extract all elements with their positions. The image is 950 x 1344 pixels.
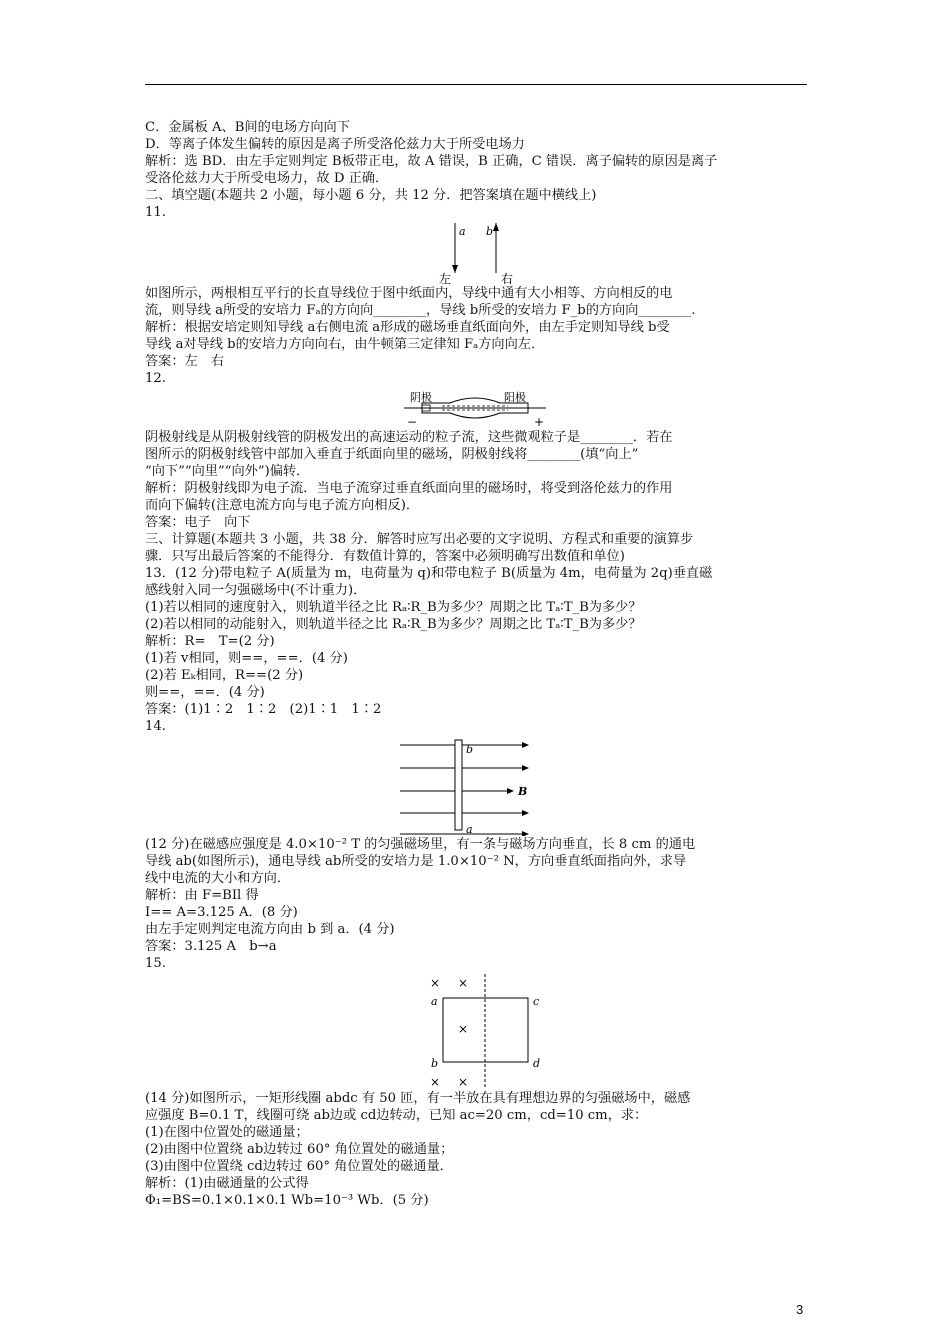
page-number: 3 bbox=[796, 1302, 804, 1317]
question-text: 线中电流的大小和方向． bbox=[145, 871, 291, 886]
question-text: 感线射入同一匀强磁场中(不计重力)． bbox=[145, 583, 367, 598]
question-text: 13．(12 分)带电粒子 A(质量为 m，电荷量为 q)和带电粒子 B(质量为 4m，电荷量为 2q)垂直磁 bbox=[145, 566, 713, 581]
question-text: 流，则导线 a所受的安培力 Fₐ的方向向________，导线 b所受的安培力 F_b的方向向________. bbox=[145, 303, 696, 318]
analysis-line: 受洛伦兹力大于所受电场力，故 D 正确． bbox=[145, 171, 389, 186]
question-text: (3)由图中位置绕 cd边转过 60° 角位置处的磁通量． bbox=[145, 1159, 453, 1174]
analysis-line: 导线 a对导线 b的安培力方向向右，由牛顿第三定律知 Fₐ方向向左． bbox=[145, 337, 545, 352]
label-cathode: 阴极 bbox=[410, 391, 432, 404]
label-b: b bbox=[431, 1057, 439, 1070]
label-a: a bbox=[459, 225, 466, 238]
analysis-line: 解析：(1)由磁通量的公式得 bbox=[145, 1176, 309, 1191]
section-heading: 二、填空题(本题共 2 小题，每小题 6 分，共 12 分．把答案填在题中横线上) bbox=[145, 188, 597, 203]
analysis-line: (2)若 Eₖ相同，R==(2 分) bbox=[145, 668, 304, 683]
label-minus: − bbox=[407, 415, 418, 429]
cross-mark: × bbox=[458, 1022, 469, 1036]
parallel-wires-diagram bbox=[425, 221, 545, 285]
label-c: c bbox=[533, 995, 540, 1008]
label-d: d bbox=[533, 1057, 541, 1070]
label-field-B: B bbox=[518, 785, 528, 798]
section-heading: 三、计算题(本题共 3 小题，共 38 分．解答时应写出必要的文字说明、方程式和重要的演算步 bbox=[145, 532, 694, 547]
cross-mark: × bbox=[430, 1075, 441, 1089]
question-number: 14. bbox=[145, 719, 166, 734]
analysis-line: 解析：R= T=(2 分) bbox=[145, 634, 275, 649]
question-text: “向下”“向里”“向外”)偏转． bbox=[145, 464, 310, 479]
analysis-line: 则==，==．(4 分) bbox=[145, 685, 265, 700]
option-c: C．金属板 A、B间的电场方向向下 bbox=[145, 120, 350, 135]
analysis-line: 解析：阴极射线即为电子流．当电子流穿过垂直纸面向里的磁场时，将受到洛伦兹力的作用 bbox=[145, 481, 673, 496]
conductor-ab bbox=[455, 740, 462, 830]
cross-mark: × bbox=[458, 1075, 469, 1089]
analysis-line: 解析：选 BD．由左手定则判定 B板带正电，故 A 错误，B 正确，C 错误．离子偏转的原因是离子 bbox=[145, 154, 718, 169]
question-text: (12 分)在磁感应强度是 4.0×10⁻² T 的匀强磁场里，有一条与磁场方向垂直，长 8 cm 的通电 bbox=[145, 837, 696, 852]
option-d: D．等离子体发生偏转的原因是离子所受洛伦兹力大于所受电场力 bbox=[145, 137, 525, 152]
cross-mark: × bbox=[458, 976, 469, 990]
question-number: 12. bbox=[145, 371, 166, 386]
label-b: b bbox=[466, 743, 474, 756]
label-anode: 阳极 bbox=[504, 391, 526, 404]
question-text: (1)在图中位置处的磁通量； bbox=[145, 1125, 309, 1140]
cross-mark: × bbox=[430, 976, 441, 990]
analysis-line: 由左手定则判定电流方向由 b 到 a．(4 分) bbox=[145, 922, 395, 937]
analysis-line: (1)若 v相同，则==，==．(4 分) bbox=[145, 651, 348, 666]
question-text: 如图所示，两根相互平行的长直导线位于图中纸面内，导线中通有大小相等、方向相反的电 bbox=[145, 286, 673, 301]
label-left: 左 bbox=[439, 272, 452, 285]
answer-line: 答案：(1)1∶2 1∶2 (2)1∶1 1∶2 bbox=[145, 702, 382, 717]
label-a: a bbox=[466, 823, 473, 836]
question-text: (1)若以相同的速度射入，则轨道半径之比 Rₐ∶R_B为多少？周期之比 Tₐ∶T_B为多少？ bbox=[145, 600, 642, 615]
label-right: 右 bbox=[501, 272, 514, 285]
question-text: 图所示的阴极射线管中部加入垂直于纸面向里的磁场，阴极射线将________(填“向上” bbox=[145, 447, 639, 462]
analysis-line: 解析：由 F=BIl 得 bbox=[145, 888, 259, 903]
answer-line: 答案：左 右 bbox=[145, 354, 225, 369]
analysis-line: 解析：根据安培定则知导线 a右侧电流 a形成的磁场垂直纸面向外，由左手定则知导线 b受 bbox=[145, 320, 670, 335]
question-text: 应强度 B=0.1 T，线圈可绕 ab边或 cd边转动，已知 ac=20 cm，cd=10 cm，求： bbox=[145, 1108, 648, 1123]
wire-a-arrow bbox=[452, 265, 458, 273]
wire-in-field-diagram bbox=[395, 735, 545, 836]
section-heading: 骤．只写出最后答案的不能得分．有数值计算的，答案中必须明确写出数值和单位) bbox=[145, 549, 625, 564]
figure-wire-in-field bbox=[145, 735, 810, 836]
question-text: (2)若以相同的动能射入，则轨道半径之比 Rₐ∶R_B为多少？周期之比 Tₐ∶T_B为多少？ bbox=[145, 617, 642, 632]
question-text: 导线 ab(如图所示)，通电导线 ab所受的安培力是 1.0×10⁻² N，方向垂直纸面指向外，求导 bbox=[145, 854, 687, 869]
question-number: 15. bbox=[145, 956, 166, 971]
label-plus: + bbox=[534, 415, 545, 429]
analysis-line: Φ₁=BS=0.1×0.1×0.1 Wb=10⁻³ Wb．(5 分) bbox=[145, 1193, 429, 1208]
analysis-line: 而向下偏转(注意电流方向与电子流方向相反)． bbox=[145, 498, 420, 513]
question-text: 阴极射线是从阴极射线管的阴极发出的高速运动的粒子流，这些微观粒子是________．若在 bbox=[145, 430, 673, 445]
document-page bbox=[145, 119, 810, 1209]
wire-b-arrow bbox=[493, 223, 499, 231]
analysis-line: I== A=3.125 A．(8 分) bbox=[145, 905, 298, 920]
answer-line: 答案：3.125 A b→a bbox=[145, 939, 277, 954]
label-b: b bbox=[486, 225, 494, 238]
answer-line: 答案：电子 向下 bbox=[145, 515, 251, 530]
figure-parallel-wires bbox=[145, 221, 810, 285]
question-text: (14 分)如图所示，一矩形线圈 abdc 有 50 匝，有一半放在具有理想边界的匀强磁场中，磁感 bbox=[145, 1091, 691, 1106]
question-text: (2)由图中位置绕 ab边转过 60° 角位置处的磁通量； bbox=[145, 1142, 454, 1157]
label-a: a bbox=[431, 995, 438, 1008]
header-rule bbox=[145, 84, 807, 85]
figure-rectangular-coil bbox=[145, 972, 810, 1090]
rectangular-coil-diagram bbox=[425, 972, 555, 1090]
question-number: 11. bbox=[145, 205, 166, 220]
cathode-ray-tube-diagram bbox=[400, 387, 550, 429]
figure-cathode-ray-tube bbox=[145, 387, 810, 429]
